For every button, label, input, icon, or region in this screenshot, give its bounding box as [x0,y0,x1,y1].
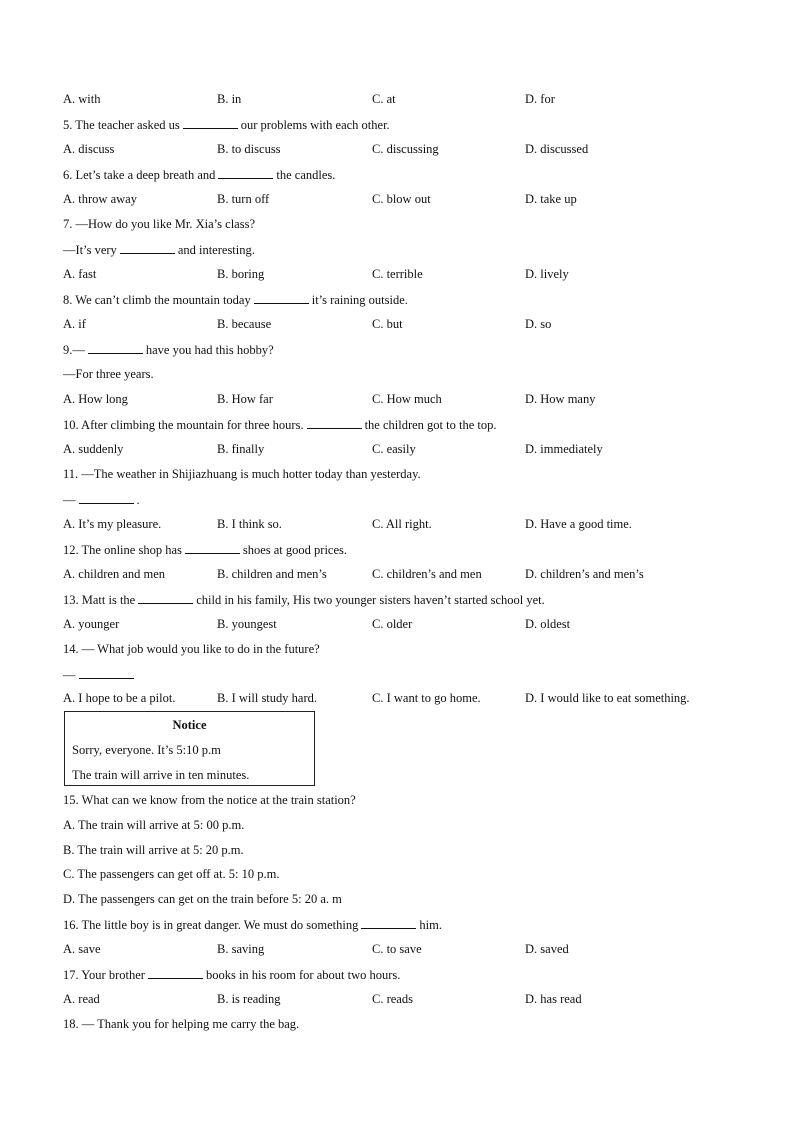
answer-options [63,441,743,457]
answer-option: C. to save [372,942,422,956]
question-text: — [63,493,76,507]
question-line [63,541,347,558]
question-line [63,241,255,258]
question-line [63,792,356,808]
answer-option: D. immediately [525,442,603,456]
question-text: 12. The online shop has [63,543,182,557]
question-line [63,966,400,983]
answer-option: C. terrible [372,267,423,281]
question-line [63,116,390,133]
answer-option: C. How much [372,392,442,406]
question-line [63,641,320,657]
answer-blank [120,241,175,254]
answer-options [63,941,743,957]
answer-option: C. easily [372,442,416,456]
question-text-continued: it’s raining outside. [311,293,408,307]
answer-option: B. How far [217,392,273,406]
answer-options [63,91,743,107]
answer-option: A. children and men [63,567,166,581]
question-line [63,216,255,232]
answer-option: B. I will study hard. [217,691,317,705]
answer-option: D. take up [525,192,577,206]
question-line [63,916,442,933]
question-line [63,416,497,433]
answer-options [63,391,743,407]
question-line [63,866,280,882]
question-text: 7. —How do you like Mr. Xia’s class? [63,217,255,231]
answer-option: D. discussed [525,142,589,156]
answer-option: A. read [63,992,100,1006]
question-text: 16. The little boy is in great danger. We must do something [63,918,359,932]
answer-blank [307,416,362,429]
question-line [63,891,342,907]
answer-option: B. I think so. [217,517,282,531]
answer-options [63,566,743,582]
answer-option: D. lively [525,267,569,281]
question-text: B. The train will arrive at 5: 20 p.m. [63,843,244,857]
question-text: 9.— [63,343,85,357]
answer-blank [254,291,309,304]
question-line [63,591,545,608]
answer-option: A. It’s my pleasure. [63,517,162,531]
question-text: 10. After climbing the mountain for three hours. [63,418,304,432]
answer-option: B. children and men’s [217,567,327,581]
answer-options [63,266,743,282]
question-text: 18. — Thank you for helping me carry the bag. [63,1017,300,1031]
answer-options [63,516,743,532]
answer-option: B. saving [217,942,265,956]
answer-blank [218,166,273,179]
answer-option: B. is reading [217,992,281,1006]
answer-blank [138,591,193,604]
answer-option: B. boring [217,267,265,281]
answer-options [63,141,743,157]
answer-option: D. How many [525,392,596,406]
question-text: — [63,668,76,682]
question-text-continued: have you had this hobby? [145,343,274,357]
answer-option: A. if [63,317,86,331]
answer-option: C. blow out [372,192,431,206]
question-text-continued: and interesting. [177,243,255,257]
answer-option: B. because [217,317,272,331]
answer-option: B. turn off [217,192,270,206]
answer-options [63,616,743,632]
answer-option: B. to discuss [217,142,281,156]
answer-option: D. saved [525,942,569,956]
question-text: 6. Let’s take a deep breath and [63,168,216,182]
answer-blank [88,341,143,354]
question-text-continued: the candles. [276,168,336,182]
question-text: D. The passengers can get on the train before 5: 20 a. m [63,892,342,906]
answer-blank [79,491,134,504]
question-text-continued: . [136,493,140,507]
answer-option: D. so [525,317,552,331]
answer-option: A. younger [63,617,120,631]
answer-option: D. Have a good time. [525,517,632,531]
answer-option: D. oldest [525,617,571,631]
answer-blank [183,116,238,129]
question-text: 13. Matt is the [63,593,136,607]
answer-option: D. for [525,92,555,106]
answer-option: A. suddenly [63,442,124,456]
question-text: 5. The teacher asked us [63,118,180,132]
question-text: 11. —The weather in Shijiazhuang is much hotter today than yesterday. [63,467,421,481]
question-text-continued: the children got to the top. [364,418,497,432]
question-text-continued: him. [419,918,442,932]
notice-line-2: The train will arrive in ten minutes. [72,768,250,782]
question-line [63,817,244,833]
answer-options [63,191,743,207]
answer-option: D. children’s and men’s [525,567,644,581]
question-text-continued: our problems with each other. [240,118,390,132]
answer-blank [148,966,203,979]
answer-option: C. at [372,92,396,106]
answer-option: C. I want to go home. [372,691,481,705]
question-line [63,341,274,358]
answer-options [63,316,743,332]
answer-option: C. but [372,317,403,331]
question-text: C. The passengers can get off at. 5: 10 p.m. [63,867,280,881]
question-line [63,291,408,308]
question-text-continued: child in his family, His two younger sisters haven’t started school yet. [196,593,545,607]
question-text: 8. We can’t climb the mountain today [63,293,251,307]
answer-option: C. children’s and men [372,567,482,581]
answer-option: A. with [63,92,101,106]
question-line [63,666,137,683]
notice-line-1: Sorry, everyone. It’s 5:10 p.m [72,743,221,757]
question-text-continued: shoes at good prices. [242,543,348,557]
answer-option: A. fast [63,267,97,281]
answer-option: C. older [372,617,413,631]
question-text: —For three years. [63,367,154,381]
answer-option: A. I hope to be a pilot. [63,691,176,705]
question-text: 17. Your brother [63,968,145,982]
answer-option: C. All right. [372,517,432,531]
answer-options [63,991,743,1007]
notice-title: Notice [172,718,207,732]
answer-options [63,690,743,706]
question-text: —It’s very [63,243,117,257]
answer-option: A. How long [63,392,128,406]
question-text: A. The train will arrive at 5: 00 p.m. [63,818,245,832]
answer-option: B. youngest [217,617,277,631]
question-text: 15. What can we know from the notice at the train station? [63,793,356,807]
notice-box [64,711,315,786]
answer-option: C. reads [372,992,413,1006]
question-text-continued: books in his room for about two hours. [205,968,401,982]
answer-blank [185,541,240,554]
answer-option: A. throw away [63,192,137,206]
question-line [63,491,140,508]
answer-blank [79,666,134,679]
answer-option: D. I would like to eat something. [525,691,690,705]
answer-option: D. has read [525,992,582,1006]
answer-option: A. discuss [63,142,115,156]
answer-option: A. save [63,942,101,956]
question-line [63,166,335,183]
question-text: 14. — What job would you like to do in the future? [63,642,320,656]
answer-option: B. in [217,92,242,106]
question-line [63,842,244,858]
answer-option: C. discussing [372,142,439,156]
answer-blank [361,916,416,929]
question-line [63,366,154,382]
question-line [63,466,421,482]
answer-option: B. finally [217,442,265,456]
question-line [63,1016,299,1032]
